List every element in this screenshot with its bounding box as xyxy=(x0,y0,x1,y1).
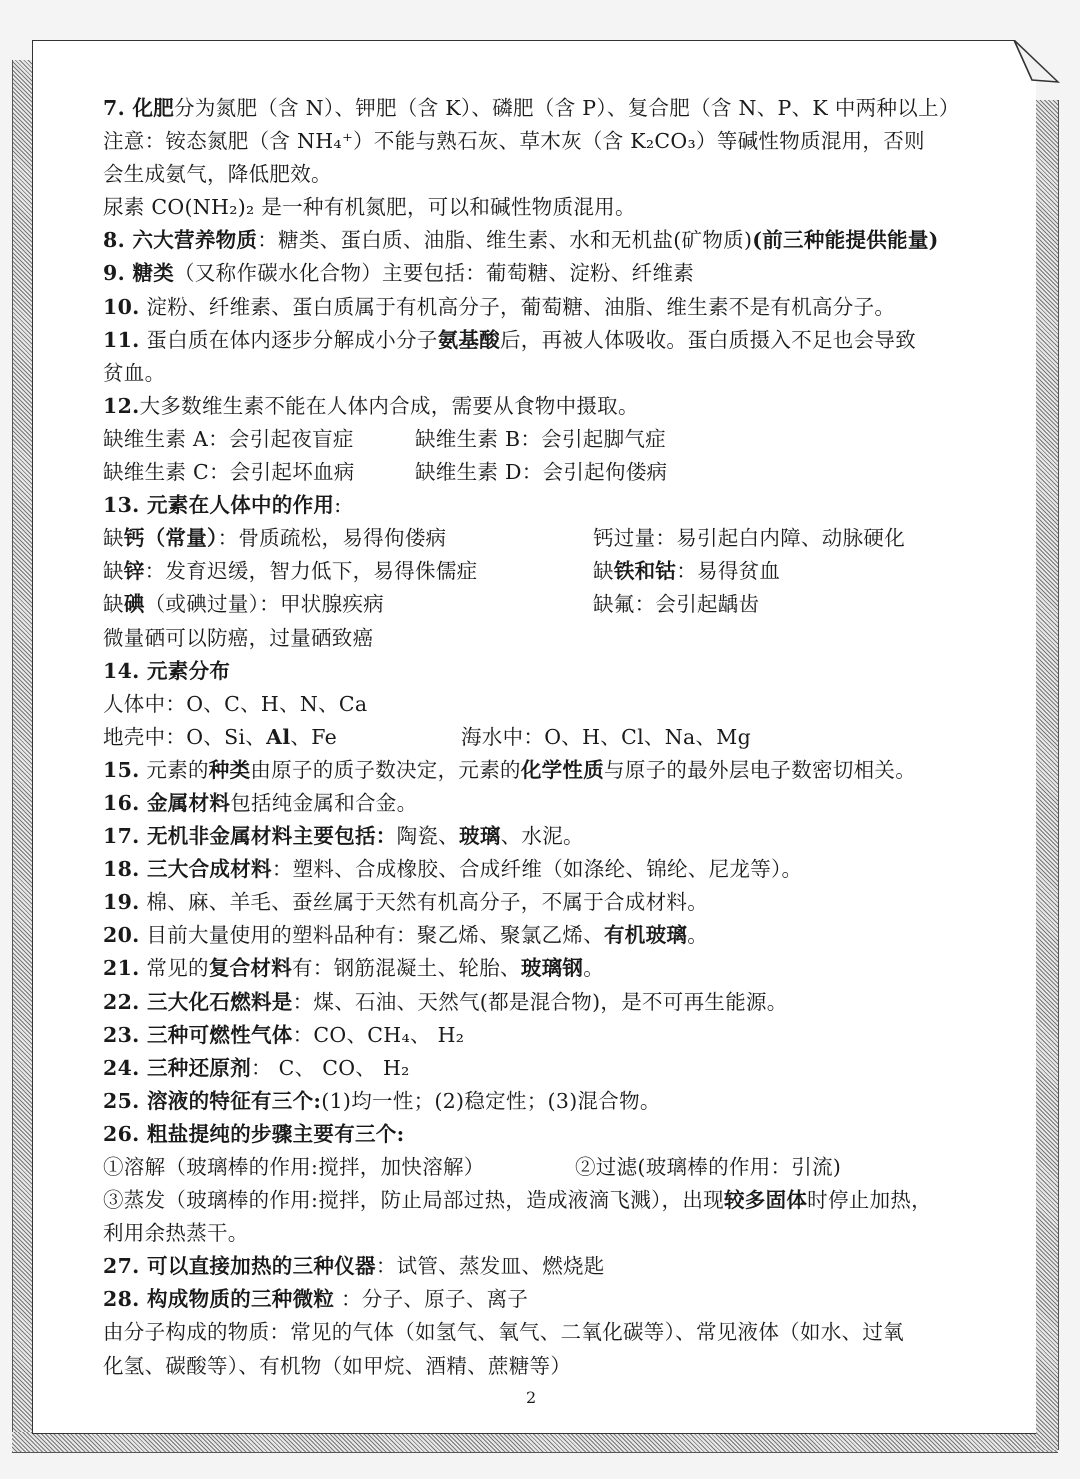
iodine-prefix: 缺 xyxy=(103,592,124,617)
item-11-line-1 xyxy=(103,324,983,357)
selenium-line: 微量硒可以防癌，过量硒致癌 xyxy=(103,625,374,650)
item-16-text: 包括纯金属和合金。 xyxy=(230,790,418,815)
page-content xyxy=(103,92,983,1383)
item-11-line-2: 贫血。 xyxy=(103,360,166,385)
item-18-line xyxy=(103,853,983,886)
item-18-text: ：塑料、合成橡胶、合成纤维（如涤纶、锦纶、尼龙等）。 xyxy=(271,857,803,882)
item-7-text: 分为氮肥（含 N）、钾肥（含 K）、磷肥（含 P）、复合肥（含 N、P、K 中两种以上） xyxy=(174,96,960,120)
item-23-text: ：CO、CH₄、 H₂ xyxy=(292,1022,465,1047)
item-12-text: 大多数维生素不能在人体内合成，需要从食物中摄取。 xyxy=(139,393,639,418)
item-12-number: 12. xyxy=(103,393,140,418)
iron-deficiency: ：易得贫血 xyxy=(676,559,781,584)
vitamin-b: 缺维生素 B：会引起脚气症 xyxy=(415,426,666,451)
item-20-keyword: 有机玻璃 xyxy=(604,923,688,948)
item-28-line-2: 由分子构成的物质：常见的气体（如氢气、氧气、二氧化碳等）、常见液体（如水、过氧 xyxy=(103,1320,904,1345)
item-11-text: 蛋白质在体内逐步分解成小分子 xyxy=(139,327,438,352)
item-25-heading: 25. 溶液的特征有三个: xyxy=(103,1088,322,1113)
vitamin-row-2 xyxy=(103,456,983,489)
item-10-number: 10. xyxy=(103,294,140,319)
element-row-1 xyxy=(103,522,983,555)
crust-elements: 地壳中：O、Si、 xyxy=(103,724,267,749)
item-15-text-2: 由原子的质子数决定，元素的 xyxy=(250,757,521,782)
zinc-keyword: 锌 xyxy=(123,559,145,584)
item-7-heading: 7. 化肥 xyxy=(103,96,175,120)
item-15-text-3: 与原子的最外层电子数密切相关。 xyxy=(604,757,917,782)
item-12-line xyxy=(103,390,983,423)
item-21-line xyxy=(103,952,983,985)
crust-fe: 、Fe xyxy=(290,724,338,749)
item-17-text-1: 陶瓷、 xyxy=(396,824,460,849)
step-evaporate-keyword: 较多固体 xyxy=(723,1188,808,1213)
item-26-steps-row xyxy=(103,1151,983,1184)
vitamin-d: 缺维生素 D：会引起佝偻病 xyxy=(415,460,668,485)
item-16-line xyxy=(103,787,983,820)
page-curl-icon xyxy=(1012,40,1060,86)
item-9-line xyxy=(103,257,983,290)
item-17-heading: 17. 无机非金属材料主要包括： xyxy=(103,824,397,849)
iron-keyword: 铁和钴 xyxy=(613,559,677,584)
item-11-keyword: 氨基酸 xyxy=(437,327,500,352)
item-13-heading: 13. 元素在人体中的作用 xyxy=(103,493,335,518)
iodine-deficiency: （或碘过量）：甲状腺疾病 xyxy=(144,592,384,617)
crust-sea-row xyxy=(103,721,983,754)
item-15-keyword-1: 种类 xyxy=(208,757,251,782)
zinc-prefix: 缺 xyxy=(103,559,124,584)
item-21-text-2: 有：钢筋混凝土、轮胎、 xyxy=(292,956,521,981)
item-24-line xyxy=(103,1052,983,1085)
step-filter: ②过滤(玻璃棒的作用：引流) xyxy=(575,1155,842,1179)
item-20-line xyxy=(103,919,983,952)
item-13-colon: : xyxy=(334,493,342,518)
step-evaporate-end: 时停止加热， xyxy=(807,1188,932,1213)
item-22-heading: 22. 三大化石燃料是 xyxy=(103,989,293,1014)
item-21-keyword-1: 复合材料 xyxy=(208,956,292,981)
item-21-text-1: 常见的 xyxy=(139,956,209,981)
item-20-end: 。 xyxy=(687,923,709,948)
item-28-heading: 28. 构成物质的三种微粒 xyxy=(103,1287,335,1312)
item-7-line-3: 会生成氨气，降低肥效。 xyxy=(103,162,332,187)
item-15-keyword-2: 化学性质 xyxy=(520,757,605,782)
item-24-heading: 24. 三种还原剂 xyxy=(103,1055,252,1080)
vitamin-row-1 xyxy=(103,423,983,456)
calcium-deficiency: ：骨质疏松，易得佝偻病 xyxy=(217,526,447,551)
item-22-line xyxy=(103,986,983,1019)
item-7-line-4: 尿素 CO(NH₂)₂ 是一种有机氮肥，可以和碱性物质混用。 xyxy=(103,195,636,220)
item-25-text: (1)均一性；(2)稳定性；(3)混合物。 xyxy=(321,1088,661,1113)
item-24-text: ： C、 CO、 H₂ xyxy=(251,1055,410,1080)
item-17-keyword: 玻璃 xyxy=(459,824,501,849)
item-28-line-3: 化氢、碳酸等）、有机物（如甲烷、酒精、蔗糖等） xyxy=(103,1353,572,1378)
item-18-heading: 18. 三大合成材料 xyxy=(103,857,272,882)
item-8-line xyxy=(103,224,983,257)
step-evaporate-line-2: 利用余热蒸干。 xyxy=(103,1221,249,1246)
calcium-keyword: 钙（常量） xyxy=(123,526,218,551)
step-dissolve: ①溶解（玻璃棒的作用:搅拌，加快溶解） xyxy=(103,1155,485,1179)
human-body-elements: 人体中：O、C、H、N、Ca xyxy=(103,691,368,716)
element-row-2 xyxy=(103,555,983,588)
item-15-line xyxy=(103,754,983,787)
iodine-keyword: 碘 xyxy=(123,592,145,617)
item-16-heading: 16. 金属材料 xyxy=(103,790,231,815)
item-10-line xyxy=(103,291,983,324)
item-8-heading: 8. 六大营养物质 xyxy=(103,228,258,253)
item-14-heading: 14. 元素分布 xyxy=(103,658,231,683)
iron-cobalt xyxy=(593,555,780,588)
item-8-note: (前三种能提供能量) xyxy=(752,228,939,253)
item-19-number: 19. xyxy=(103,890,140,915)
item-17-text-2: 、水泥。 xyxy=(500,824,584,849)
item-21-number: 21. xyxy=(103,956,140,981)
item-11-text-2: 后，再被人体吸收。蛋白质摄入不足也会导致 xyxy=(500,327,916,352)
sea-elements: 海水中：O、H、Cl、Na、Mg xyxy=(461,724,751,749)
zinc-deficiency: ：发育迟缓，智力低下，易得侏儒症 xyxy=(144,559,478,584)
item-19-line xyxy=(103,886,983,919)
fluorine-deficiency: 缺氟：会引起龋齿 xyxy=(593,592,760,617)
item-17-line xyxy=(103,820,983,853)
item-15-number: 15. xyxy=(103,757,140,782)
item-22-text: ：煤、石油、天然气(都是混合物)，是不可再生能源。 xyxy=(292,989,788,1014)
item-9-heading: 9. 糖类 xyxy=(103,261,175,286)
element-row-3 xyxy=(103,588,983,621)
page-shadow-bottom xyxy=(12,1432,1058,1453)
item-20-number: 20. xyxy=(103,923,140,948)
item-28-text: ：分子、原子、离子 xyxy=(334,1287,529,1312)
item-23-line xyxy=(103,1019,983,1052)
item-8-text: ：糖类、蛋白质、油脂、维生素、水和无机盐(矿物质) xyxy=(257,228,753,253)
iron-prefix: 缺 xyxy=(593,559,614,584)
page-number: 2 xyxy=(526,1388,537,1407)
item-10-text: 淀粉、纤维素、蛋白质属于有机高分子，葡萄糖、油脂、维生素不是有机高分子。 xyxy=(139,294,896,319)
page-shadow-right xyxy=(1036,100,1059,1450)
item-26-heading: 26. 粗盐提纯的步骤主要有三个: xyxy=(103,1121,405,1146)
vitamin-c: 缺维生素 C：会引起坏血病 xyxy=(103,460,355,485)
crust-al: Al xyxy=(266,724,291,749)
item-9-text: （又称作碳水化合物）主要包括：葡萄糖、淀粉、纤维素 xyxy=(174,261,695,286)
item-20-text: 目前大量使用的塑料品种有：聚乙烯、聚氯乙烯、 xyxy=(139,923,604,948)
item-7-line-1 xyxy=(103,92,983,125)
page-shadow-left xyxy=(12,60,33,1450)
item-11-number: 11. xyxy=(103,327,140,352)
calcium-prefix: 缺 xyxy=(103,526,124,551)
item-28-line xyxy=(103,1283,983,1316)
item-13-line xyxy=(103,489,983,522)
item-27-line xyxy=(103,1250,983,1283)
item-23-heading: 23. 三种可燃性气体 xyxy=(103,1022,293,1047)
step-evaporate xyxy=(103,1184,983,1217)
item-15-text-1: 元素的 xyxy=(139,757,209,782)
step-evaporate-text: ③蒸发（玻璃棒的作用:搅拌，防止局部过热，造成液滴飞溅），出现 xyxy=(103,1188,724,1213)
item-25-line xyxy=(103,1085,983,1118)
item-21-end: 。 xyxy=(583,956,605,981)
item-7-line-2: 注意：铵态氮肥（含 NH₄⁺）不能与熟石灰、草木灰（含 K₂CO₃）等碱性物质混用，否则 xyxy=(103,129,925,154)
item-19-text: 棉、麻、羊毛、蚕丝属于天然有机高分子，不属于合成材料。 xyxy=(139,890,708,915)
item-27-heading: 27. 可以直接加热的三种仪器 xyxy=(103,1254,376,1279)
calcium-excess: 钙过量：易引起白内障、动脉硬化 xyxy=(593,526,905,551)
item-21-keyword-2: 玻璃钢 xyxy=(520,956,584,981)
item-27-text: ：试管、蒸发皿、燃烧匙 xyxy=(375,1254,605,1279)
vitamin-a: 缺维生素 A：会引起夜盲症 xyxy=(103,426,354,451)
